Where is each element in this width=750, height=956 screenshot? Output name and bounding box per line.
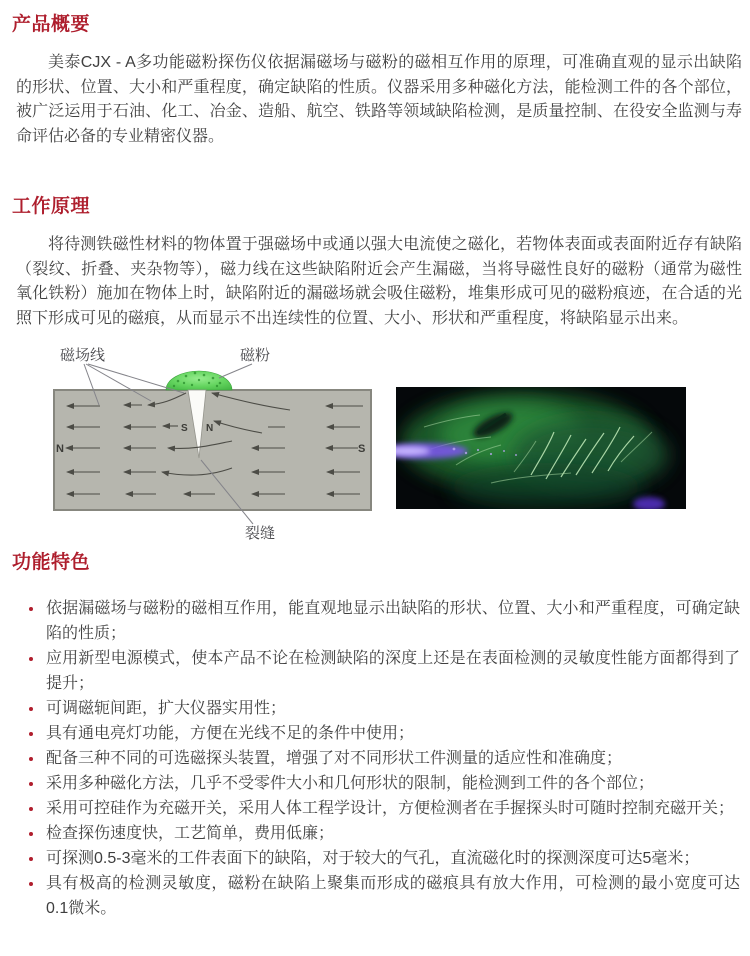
features-list [0,596,750,921]
crack-pole-s: S [181,423,188,434]
overview-heading: 产品概要 [12,14,91,35]
overview-body: 美泰CJX - A多功能磁粉探伤仪依据漏磁场与磁粉的磁相互作用的原理，可准确直观的显示出缺陷的形状、位置、大小和严重程度，确定缺陷的性质。仪器采用多种磁化方法，能检测工件的各个部位，被广泛运用于石油、化工、冶金、造船、航空、铁路等领域缺陷检测，是质量控制、在役安全监测与寿命评估必备的专业精密仪器。 [16,54,742,145]
field-lines-label: 磁场线 [60,347,106,364]
feature-item: • 具有通电亮灯功能，方便在光线不足的条件中使用； [44,721,740,746]
principle-figures [12,342,750,542]
powder-label: 磁粉 [240,347,271,364]
features-heading: 功能特色 [12,552,91,573]
uv-fluorescent-photo [396,387,686,509]
crack-label: 裂缝 [245,525,276,542]
pole-n-left: N [56,443,64,455]
magnetic-powder-dome [166,371,232,390]
feature-item: • 依据漏磁场与磁粉的磁相互作用，能直观地显示出缺陷的形状、位置、大小和严重程度，可确定缺陷的性质； [44,596,740,646]
feature-item: • 检查探伤速度快，工艺简单，费用低廉； [44,821,740,846]
feature-item: • 可调磁轭间距，扩大仪器实用性； [44,696,740,721]
principle-heading: 工作原理 [12,196,91,217]
magnetic-field-diagram [12,342,396,542]
feature-item: • 配备三种不同的可选磁探头装置，增强了对不同形状工件测量的适应性和准确度； [44,746,740,771]
feature-item: • 采用可控硅作为充磁开关，采用人体工程学设计，方便检测者在手握探头时可随时控制充磁开关； [44,796,740,821]
feature-item: • 具有极高的检测灵敏度，磁粉在缺陷上聚集而形成的磁痕具有放大作用，可检测的最小宽度可达0.1微米。 [44,871,740,921]
feature-item: • 可探测0.5-3毫米的工件表面下的缺陷，对于较大的气孔，直流磁化时的探测深度可达5毫米； [44,846,740,871]
principle-body: 将待测铁磁性材料的物体置于强磁场中或通以强大电流使之磁化，若物体表面或表面附近存有缺陷（裂纹、折叠、夹杂物等），磁力线在这些缺陷附近会产生漏磁，当将导磁性良好的磁粉（通常为磁性氧化铁粉）施加在物体上时，缺陷附近的漏磁场就会吸住磁粉，堆集形成可见的磁粉痕迹，在合适的光照下形成可见的磁痕，从而显示不出连续性的位置、大小、形状和严重程度，将缺陷显示出来。 [16,236,742,327]
feature-item: • 采用多种磁化方法，几乎不受零件大小和几何形状的限制，能检测到工件的各个部位； [44,771,740,796]
pole-s-right: S [358,443,366,455]
feature-item: • 应用新型电源模式，使本产品不论在检测缺陷的深度上还是在表面检测的灵敏度性能方面都得到了提升； [44,646,740,696]
crack-pole-n: N [206,423,214,434]
specimen-block [54,390,371,510]
